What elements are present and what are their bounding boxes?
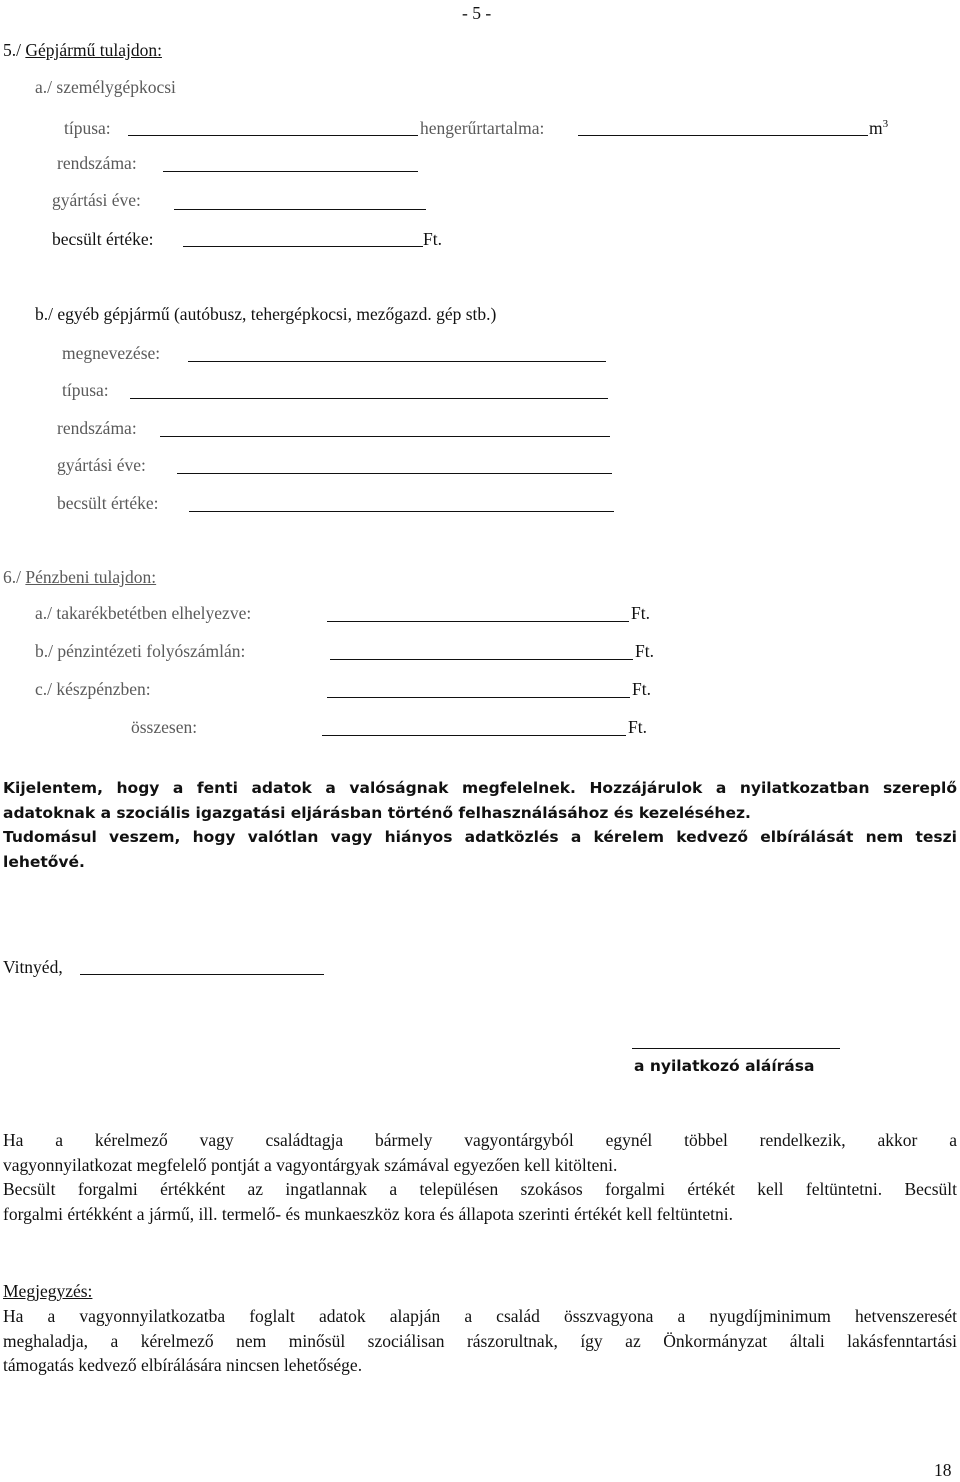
vehicle-year-label: gyártási éve:: [57, 455, 146, 475]
bank-account-field[interactable]: [330, 659, 633, 660]
page-number: 18: [934, 1460, 952, 1480]
vehicle-type-label: típusa:: [62, 380, 109, 400]
vehicle-name-label: megnevezése:: [62, 343, 161, 363]
bank-account-label: b./ pénzintézeti folyószámlán:: [35, 641, 246, 661]
cash-label: c./ készpénzben:: [35, 679, 151, 699]
note-line: Ha a vagyonnyilatkozatba foglalt adatok alapján a család összvagyona a nyugdíjminimum hetvenszeresét: [3, 1306, 957, 1326]
car-plate-field[interactable]: [163, 171, 418, 172]
savings-label: a./ takarékbetétben elhelyezve:: [35, 603, 252, 623]
declaration-line: adatoknak a szociális igazgatási eljárásban történő felhasználásához és kezeléséhez.: [3, 803, 751, 822]
declaration-line: Tudomásul veszem, hogy valótlan vagy hiányos adatközlés a kérelem kedvező elbírálását nem teszi: [3, 828, 957, 846]
car-type-label: típusa:: [64, 118, 111, 138]
vehicle-year-field[interactable]: [177, 473, 612, 474]
declaration-line: Kijelentem, hogy a fenti adatok a valóságnak megfelelnek. Hozzájárulok a nyilatkozatban szereplő: [3, 779, 957, 797]
section6-title: Pénzbeni tulajdon:: [25, 567, 157, 587]
total-currency: Ft.: [628, 717, 647, 737]
total-field[interactable]: [322, 735, 626, 736]
note-line: meghaladja, a kérelmező nem minősül szociálisan rászorultnak, így az Önkormányzat általi lakásfenntartási: [3, 1330, 957, 1351]
info-line: forgalmi értékként a jármű, ill. termelő- és munkaeszköz kora és állapota szerinti értékét kell feltüntetni.: [3, 1203, 734, 1224]
engine-capacity-field[interactable]: [578, 135, 868, 136]
vehicle-type-field[interactable]: [130, 398, 608, 399]
section5a-title: a./ személygépkocsi: [35, 77, 176, 97]
section5-heading: [3, 40, 162, 60]
declaration: [3, 776, 957, 874]
info-paragraph: [3, 1128, 957, 1226]
car-year-label: gyártási éve:: [52, 190, 141, 210]
place-label: Vitnyéd,: [3, 957, 63, 977]
car-value-field[interactable]: [183, 246, 423, 247]
section6-number: 6./: [3, 567, 26, 587]
note-line: támogatás kedvező elbírálására nincsen lehetősége.: [3, 1355, 363, 1375]
total-label: összesen:: [131, 717, 198, 737]
info-line: vagyonnyilatkozat megfelelő pontját a vagyontárgyak számával egyezően kell kitölteni.: [3, 1154, 618, 1175]
vehicle-plate-field[interactable]: [160, 436, 610, 437]
section5-number: 5./: [3, 40, 26, 60]
vehicle-name-field[interactable]: [188, 361, 606, 362]
info-line: Becsült forgalmi értékként az ingatlannak a településen szokásos forgalmi értékét kell feltüntetni. Becsült: [3, 1179, 957, 1199]
savings-currency: Ft.: [631, 603, 650, 623]
car-type-field[interactable]: [128, 135, 418, 136]
info-line: Ha a kérelmező vagy családtagja bármely vagyontárgyból egynél többel rendelkezik, akkor a: [3, 1130, 957, 1150]
engine-capacity-unit: $m^3$: [869, 118, 889, 138]
engine-capacity-label: hengerűrtartalma:: [420, 118, 545, 138]
vehicle-plate-label: rendszáma:: [57, 418, 137, 438]
note-title: Megjegyzés:: [3, 1281, 93, 1301]
cash-field[interactable]: [327, 697, 630, 698]
page-marker: - 5 -: [462, 3, 492, 23]
section5b-title: b./ egyéb gépjármű (autóbusz, tehergépkocsi, mezőgazd. gép stb.): [35, 304, 497, 324]
savings-field[interactable]: [327, 621, 629, 622]
section5-title: Gépjármű tulajdon:: [25, 40, 162, 60]
note-paragraph: [3, 1304, 957, 1378]
declaration-line: lehetővé.: [3, 852, 85, 871]
signature-label: a nyilatkozó aláírása: [634, 1057, 815, 1075]
vehicle-value-field[interactable]: [189, 511, 614, 512]
car-value-currency: Ft.: [423, 229, 442, 249]
cash-currency: Ft.: [632, 679, 651, 699]
bank-account-currency: Ft.: [635, 641, 654, 661]
date-field[interactable]: [80, 974, 324, 975]
signature-field[interactable]: [632, 1048, 840, 1049]
vehicle-value-label: becsült értéke:: [57, 493, 159, 513]
car-value-label: becsült értéke:: [52, 229, 154, 249]
car-plate-label: rendszáma:: [57, 153, 137, 173]
section6-heading: [3, 567, 156, 587]
car-year-field[interactable]: [174, 209, 426, 210]
